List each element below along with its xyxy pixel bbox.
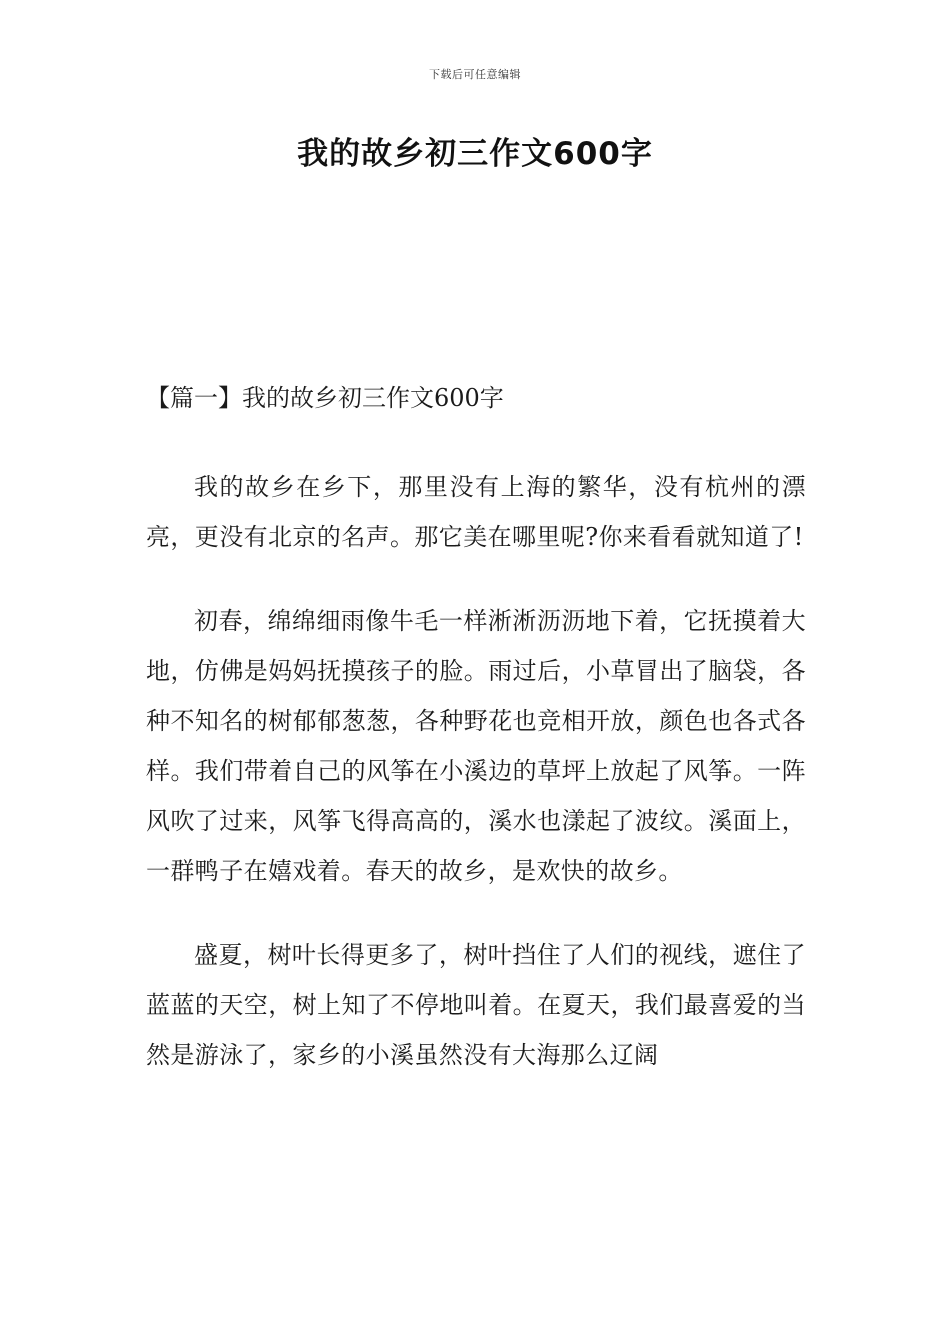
page-title: 我的故乡初三作文600字 — [297, 136, 653, 172]
paragraph-1: 我的故乡在乡下，那里没有上海的繁华，没有杭州的漂亮，更没有北京的名声。那它美在哪里呢?你来看看就知道了! — [146, 473, 806, 551]
document-body — [146, 378, 806, 1114]
paragraph-2: 初春，绵绵细雨像牛毛一样淅淅沥沥地下着，它抚摸着大地，仿佛是妈妈抚摸孩子的脸。雨过后，小草冒出了脑袋，各种不知名的树郁郁葱葱，各种野花也竞相开放，颜色也各式各样。我们带着自己的风筝在小溪边的草坪上放起了风筝。一阵风吹了过来，风筝飞得高高的，溪水也漾起了波纹。溪面上，一群鸭子在嬉戏着。春天的故乡，是欢快的故乡。 — [146, 607, 806, 885]
header-note: 下载后可任意编辑 — [429, 68, 521, 81]
paragraph-3: 盛夏，树叶长得更多了，树叶挡住了人们的视线，遮住了蓝蓝的天空，树上知了不停地叫着。在夏天，我们最喜爱的当然是游泳了，家乡的小溪虽然没有大海那么辽阔 — [146, 941, 806, 1069]
section-heading: 【篇一】我的故乡初三作文600字 — [146, 384, 504, 412]
